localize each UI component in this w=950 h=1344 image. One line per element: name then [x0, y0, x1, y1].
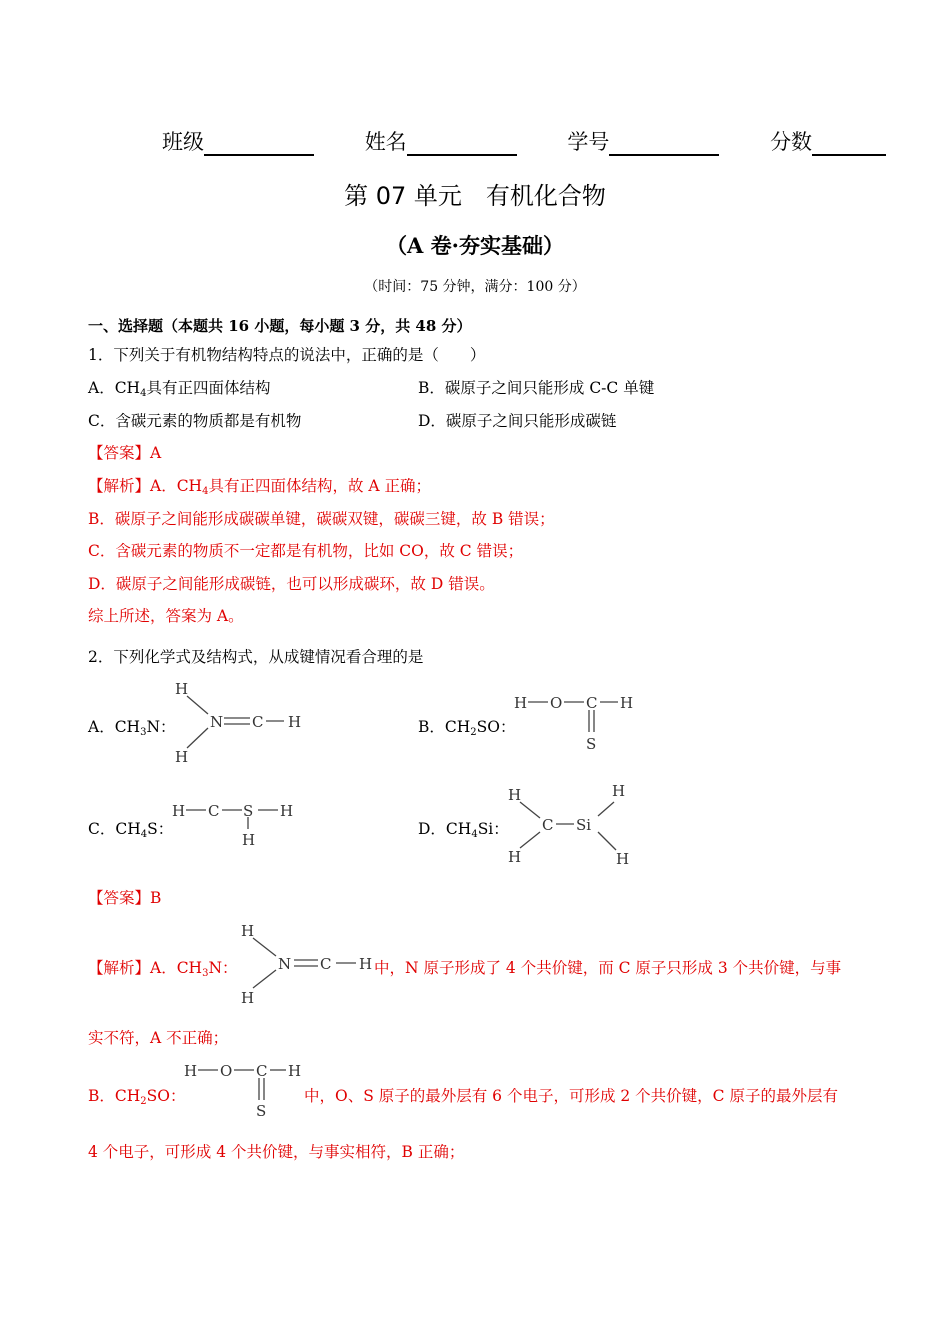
atom-s: S [243, 802, 254, 820]
atom-s: S [586, 735, 597, 753]
class-label: 班级 [162, 130, 204, 154]
atom-h: H [620, 694, 634, 712]
paper-subtitle: （A 卷·夯实基础） [386, 233, 564, 258]
q2-analysis-b-text: 中，O、S 原子的最外层有 6 个电子，可形成 2 个共价键，C 原子的最外层有 [304, 1087, 838, 1105]
q1-summary: 综上所述，答案为 A。 [88, 607, 244, 625]
atom-h: H [175, 748, 189, 766]
q2-option-b-label: B．$CH_2SO$： [418, 718, 516, 738]
q1-option-a: A．$CH_4$具有正四面体结构 [88, 379, 271, 399]
q2-analysis-b-label: B．$CH_2SO$： [88, 1087, 186, 1107]
name-blank[interactable] [407, 132, 517, 156]
atom-o: O [220, 1062, 233, 1080]
q2-stem: 2．下列化学式及结构式，从成键情况看合理的是 [88, 648, 424, 666]
atom-h: H [288, 713, 302, 731]
q1-analysis-a: 【解析】A．$CH_4$具有正四面体结构，故 A 正确； [88, 477, 432, 497]
q1-option-b: B．碳原子之间只能形成 C-C 单键 [418, 379, 655, 397]
atom-c: C [542, 816, 554, 834]
q1-analysis-b: B．碳原子之间能形成碳碳单键，碳碳双键，碳碳三键，故 B 错误； [88, 510, 555, 528]
q1-analysis-d: D．碳原子之间能形成碳链，也可以形成碳环，故 D 错误。 [88, 575, 495, 593]
atom-h: H [612, 782, 626, 800]
q2-analysis-a-text: 中，N 原子形成了 4 个共价键，而 C 原子只形成 3 个共价键，与事 [374, 959, 842, 977]
ch4si-structure-diagram [504, 780, 644, 870]
q2-analysis-b-text2: 4 个电子，可形成 4 个共价键，与事实相符，B 正确； [88, 1143, 465, 1161]
atom-h: H [288, 1062, 302, 1080]
atom-s: S [256, 1102, 267, 1120]
atom-o: O [550, 694, 563, 712]
atom-c: C [320, 955, 332, 973]
atom-h: H [184, 1062, 198, 1080]
atom-h: H [508, 848, 522, 866]
atom-h: H [514, 694, 528, 712]
ch4s-structure-diagram [168, 796, 298, 852]
unit-title: 第 07 单元 有机化合物 [344, 182, 606, 210]
atom-h: H [280, 802, 294, 820]
q1-answer: 【答案】A [88, 444, 162, 462]
q2-option-a-label: A．$CH_3N$： [88, 718, 176, 738]
atom-h: H [616, 850, 630, 868]
id-label: 学号 [567, 130, 610, 154]
atom-c: C [208, 802, 220, 820]
q2-option-d-label: D．$CH_4Si$： [418, 820, 509, 840]
q2-option-c-label: C．$CH_4S$： [88, 820, 174, 840]
q1-option-c: C．含碳元素的物质都是有机物 [88, 412, 302, 430]
atom-n: N [210, 713, 224, 731]
class-blank[interactable] [204, 132, 314, 156]
section-heading: 一、选择题（本题共 16 小题，每小题 3 分，共 48 分） [88, 317, 472, 335]
atom-si: Si [576, 816, 592, 834]
q1-analysis-c: C．含碳元素的物质不一定都是有机物，比如 CO，故 C 错误； [88, 542, 524, 560]
ch2so-structure-diagram [508, 686, 638, 756]
time-info: （时间：75 分钟，满分：100 分） [364, 279, 586, 295]
atom-c: C [256, 1062, 268, 1080]
atom-h: H [242, 831, 256, 849]
q1-stem: 1．下列关于有机物结构特点的说法中，正确的是（ ） [88, 346, 486, 364]
id-blank[interactable] [609, 132, 719, 156]
atom-h: H [241, 989, 255, 1007]
atom-h: H [175, 680, 189, 698]
ch3n-structure-diagram [170, 676, 320, 770]
score-blank[interactable] [812, 132, 886, 156]
atom-n: N [278, 955, 292, 973]
atom-c: C [252, 713, 264, 731]
q2-answer: 【答案】B [88, 889, 162, 907]
ch3n-analysis-diagram [236, 918, 374, 1010]
q2-analysis-a-text2: 实不符，A 不正确； [88, 1029, 229, 1047]
name-label: 姓名 [364, 130, 407, 154]
atom-h: H [172, 802, 186, 820]
atom-c: C [586, 694, 598, 712]
score-label: 分数 [770, 130, 813, 154]
atom-h: H [241, 922, 255, 940]
atom-h: H [359, 955, 373, 973]
q2-analysis-a-label: 【解析】A．$CH_3N$： [88, 959, 238, 979]
q1-option-d: D．碳原子之间只能形成碳链 [418, 412, 617, 430]
ch2so-analysis-diagram [178, 1056, 304, 1122]
atom-h: H [508, 786, 522, 804]
student-info-row [162, 126, 886, 156]
